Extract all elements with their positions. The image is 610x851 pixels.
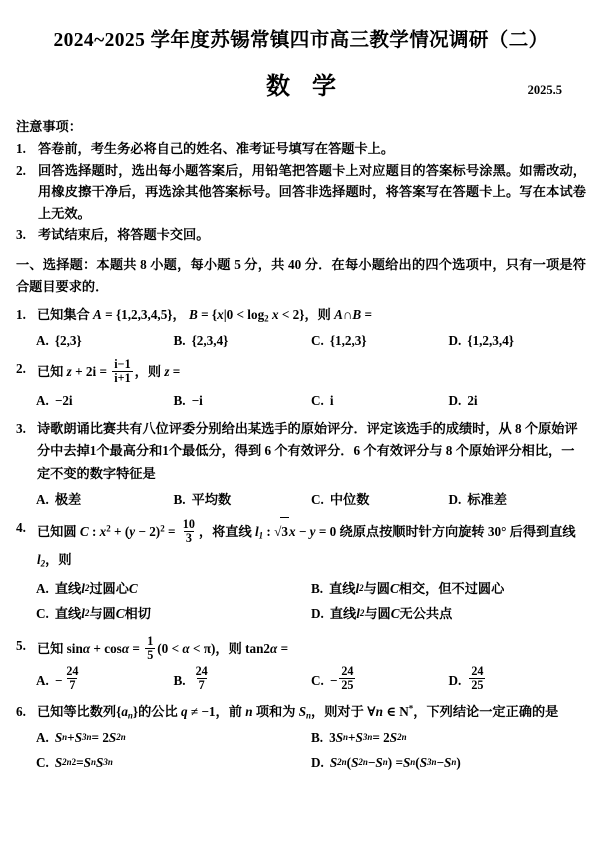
notice-number: 3.: [16, 226, 26, 242]
option-c[interactable]: C. i: [311, 392, 334, 408]
option-d[interactable]: D. 直线 l 2 与圆 C 无公共点: [311, 605, 453, 621]
question-6: [16, 701, 586, 777]
option-d[interactable]: D. 2i: [448, 392, 478, 408]
question-number: 5.: [16, 638, 26, 654]
question-2-options: [16, 390, 586, 411]
question-stem: 已知 z + 2i = $\frac{i-1}{i+1}$ ，则 z =: [37, 356, 181, 385]
option-c[interactable]: C. 直线 l 2 与圆 C 相切: [36, 605, 151, 621]
question-stem: 已知集合 A = {1,2,3,4,5}， $B = \{x|0 < \log_2 x < 2\}$，则 A∩B =: [37, 307, 373, 324]
section-one-heading: 一、选择题：本题共 8 小题，每小题 5 分，共 40 分．在每小题给出的四个选项中，只有一项是符合题目要求的．: [16, 257, 586, 294]
option-a[interactable]: A. − $\frac{24}{7}$: [36, 664, 79, 692]
notice-heading: 注意事项：: [16, 119, 82, 134]
question-number: 3.: [16, 420, 26, 436]
option-d[interactable]: D. $\frac{24}{25}$: [448, 664, 484, 692]
question-3: [16, 418, 586, 510]
notice-item: [16, 160, 586, 224]
option-d[interactable]: D. {1,2,3,4}: [448, 332, 514, 348]
question-stem: 诗歌朗诵比赛共有八位评委分别给出某选手的原始评分．评定该选手的成绩时，从 8 个原始评分中去掉1个最高分和1个最低分，得到 6 个有效评分．6 个有效评分与 8 个原始评分相比，一定不变的数字特征是: [37, 420, 578, 482]
option-b[interactable]: B. 直线 l 2 与圆 C 相交，但不过圆心: [311, 580, 505, 596]
question-number: 4.: [16, 519, 26, 535]
notice-number: 1.: [16, 141, 26, 157]
option-a[interactable]: A. −2i: [36, 392, 73, 408]
question-1-options: [16, 330, 586, 351]
question-4-options: [16, 578, 586, 628]
question-1: [16, 304, 586, 351]
option-b[interactable]: B. $\frac{24}{7}$: [173, 664, 208, 692]
option-c[interactable]: C. S 2n 2 = S n S 3n: [36, 754, 113, 770]
option-b[interactable]: B. {2,3,4}: [173, 332, 229, 348]
notice-block: [16, 116, 586, 245]
notice-item: [16, 138, 586, 159]
option-a[interactable]: A. 极差: [36, 491, 82, 507]
question-number: 2.: [16, 361, 26, 377]
question-2: [16, 358, 586, 411]
question-number: 6.: [16, 703, 26, 719]
option-c[interactable]: C. − $\frac{24}{25}$: [311, 664, 354, 692]
option-d[interactable]: D. S 2n ( S 2n − S n ) = S n ( S 3n − S n ): [311, 754, 461, 770]
notice-text: 答卷前，考生务必将自己的姓名、准考证号填写在答题卡上。: [38, 141, 395, 157]
notice-text: 回答选择题时，选出每小题答案后，用铅笔把答题卡上对应题目的答案标号涂黑。如需改动，用橡皮擦干净后，再选涂其他答案标号。回答非选择题时，将答案写在答题卡上。写在本试卷上无效。: [38, 162, 586, 221]
question-3-options: [16, 489, 586, 510]
question-5: [16, 635, 586, 694]
question-stem: 已知等比数列$\{a_n\}$的公比 q ≠ −1，前 n 项和为 $S_n$，则对于 ∀n ∈ N*，下列结论一定正确的是: [37, 703, 559, 721]
option-c[interactable]: C. {1,2,3}: [311, 332, 367, 348]
option-c[interactable]: C. 中位数: [311, 491, 370, 507]
question-number: 1.: [16, 307, 26, 322]
subject-name: 数学: [266, 74, 358, 100]
exam-date: 2025.5: [527, 83, 562, 97]
question-stem: 已知 sinα + cosα = $\frac{1}{5}$ (0 < α < π)，则 tan2α =: [37, 633, 289, 662]
option-a[interactable]: A. 直线 l 2 过圆心 C: [36, 580, 138, 596]
page-title: 2024~2025 学年度苏锡常镇四市高三教学情况调研（二）: [53, 30, 549, 51]
option-b[interactable]: B. 平均数: [173, 491, 232, 507]
option-b[interactable]: B. 3 S n + S 3n = 2 S 2n: [311, 729, 407, 745]
subject-row: [16, 66, 586, 100]
question-stem: 已知圆 C : $x^2 + (y - 2)^2$ = $\frac{10}{3}$ ，将直线 $l_1$ : √ 3 x − y = 0 绕原点按顺时针方向旋转 30° 后得到直线 $l_2$，则: [37, 516, 576, 569]
notice-item: [16, 224, 586, 245]
option-d[interactable]: D. 标准差: [448, 491, 507, 507]
question-4: [16, 517, 586, 628]
notice-text: 考试结束后，将答题卡交回。: [38, 226, 210, 242]
option-a[interactable]: A. {2,3}: [36, 332, 82, 348]
notice-number: 2.: [16, 162, 26, 178]
question-5-options: [16, 664, 586, 694]
option-a[interactable]: A. S n + S 3n = 2 S 2n: [36, 729, 126, 745]
question-6-options: [16, 727, 586, 777]
option-b[interactable]: B. −i: [173, 392, 203, 408]
